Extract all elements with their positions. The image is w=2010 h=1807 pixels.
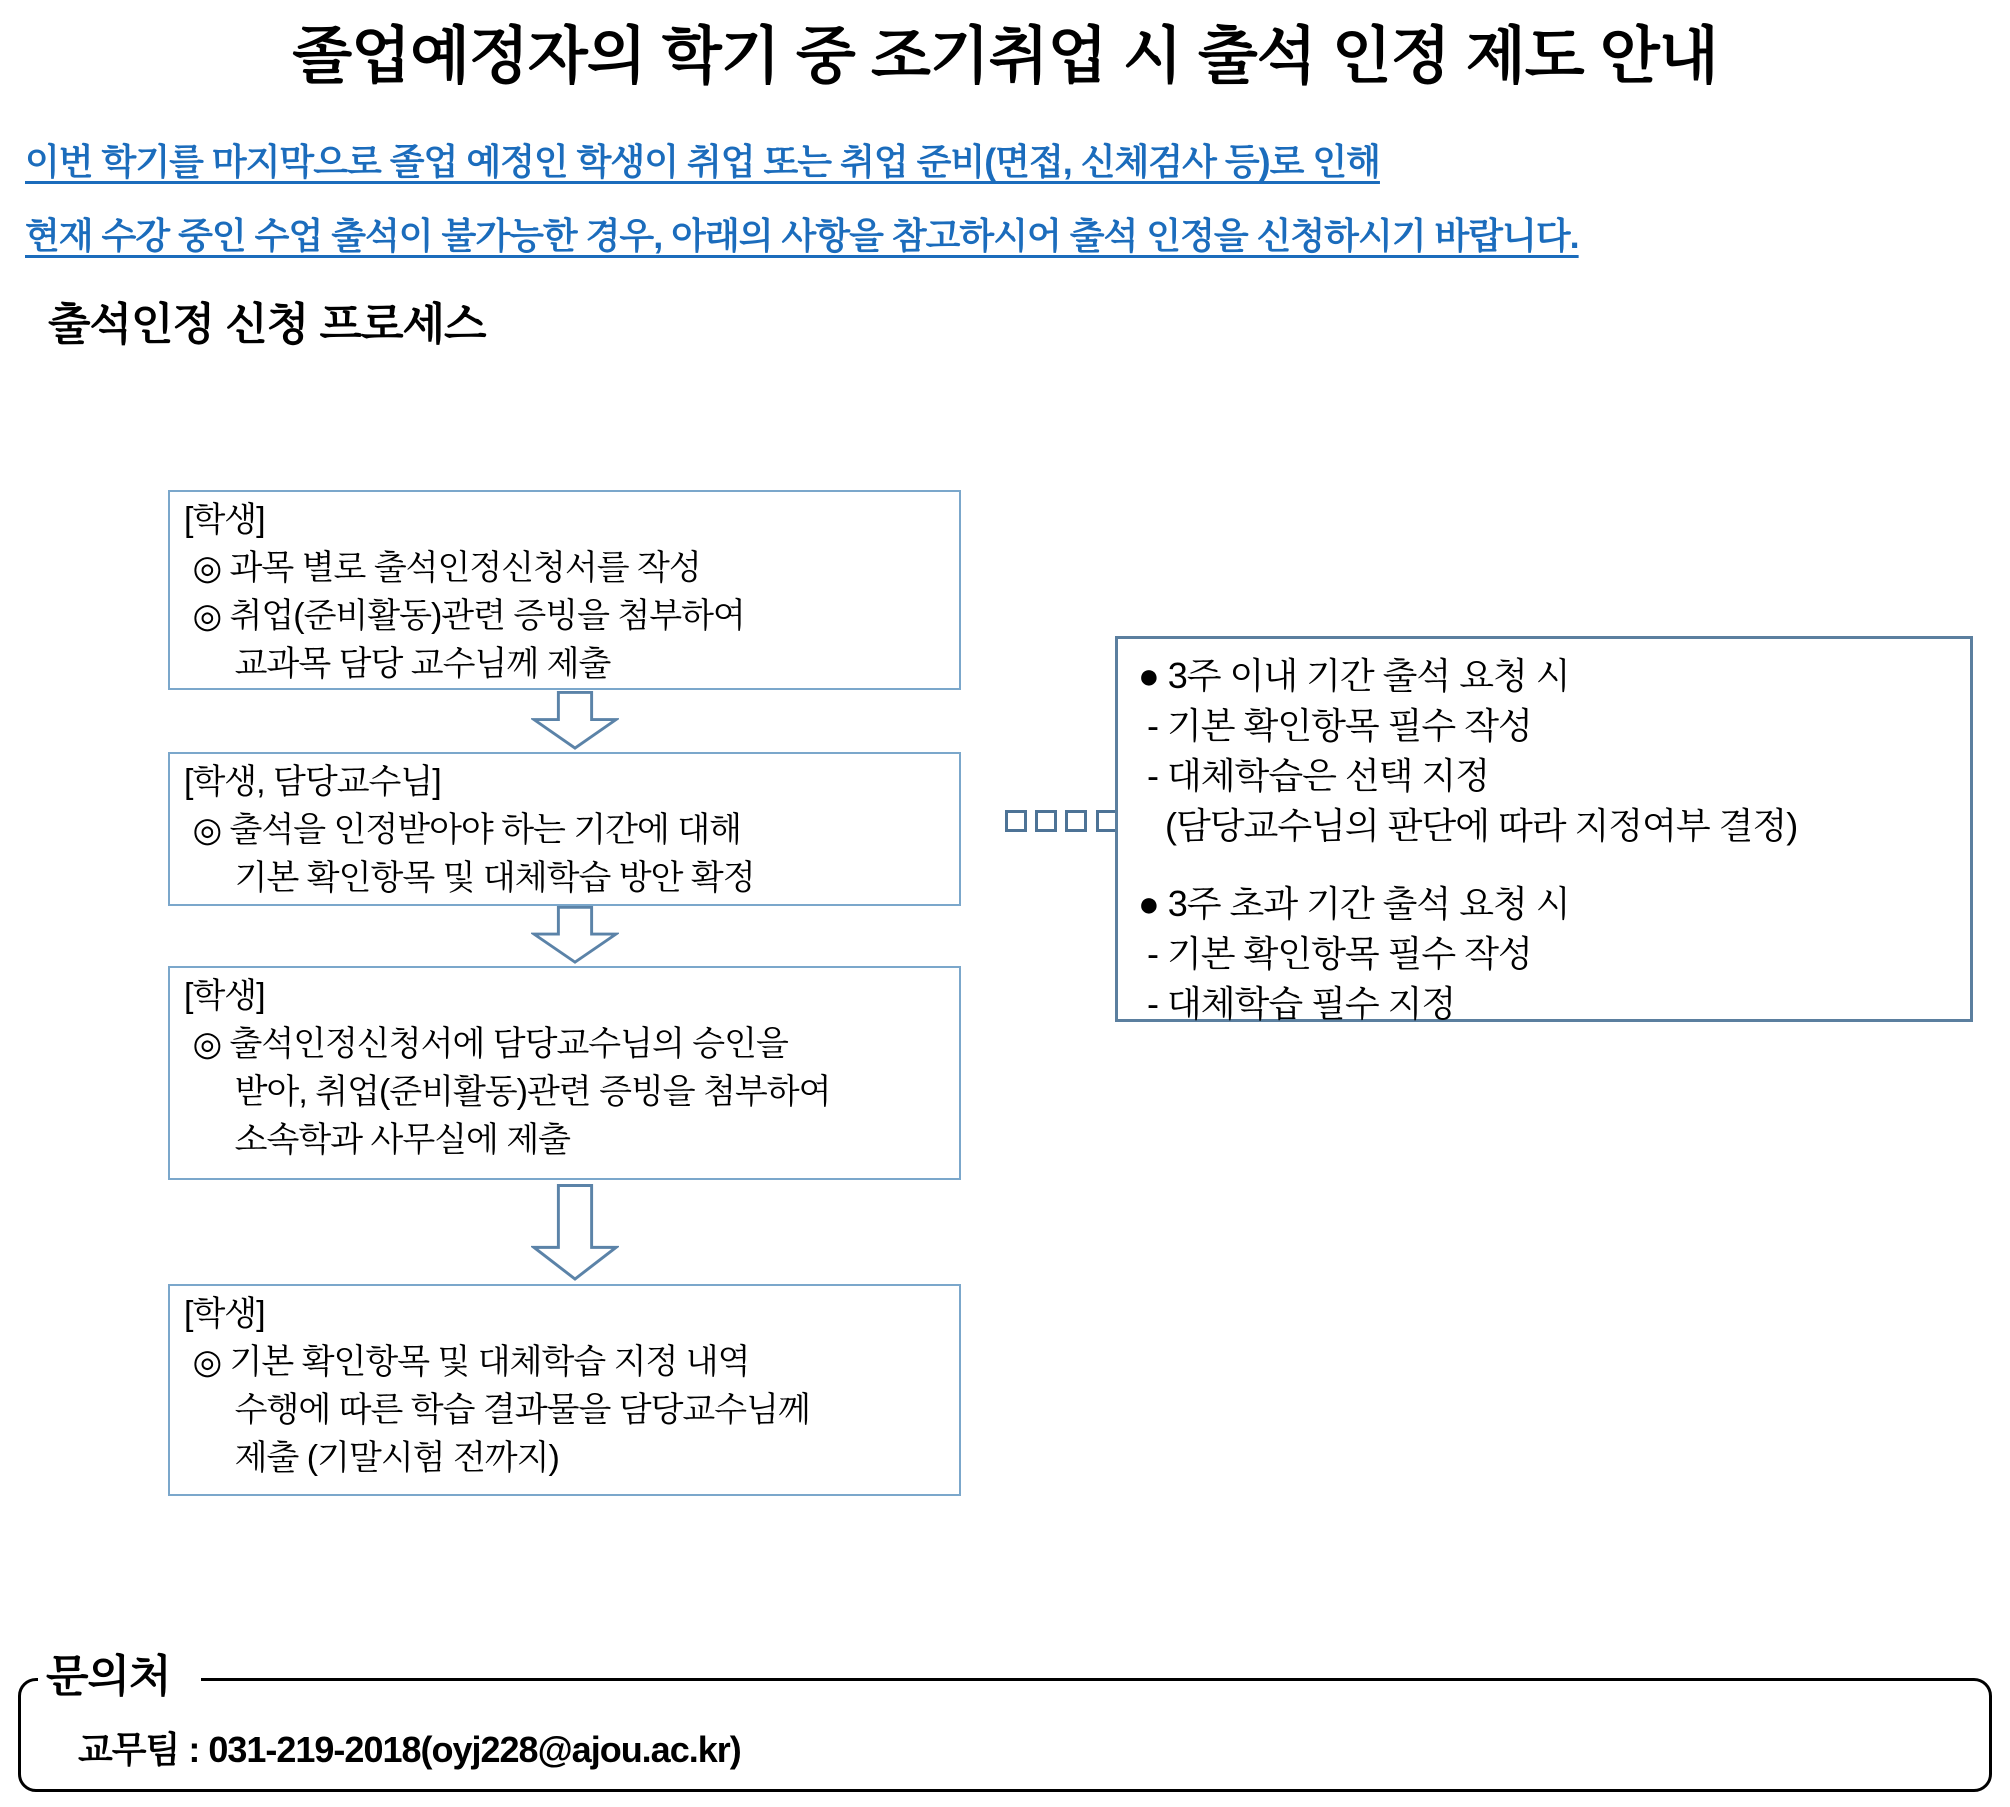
- flow-step-3-box: [168, 966, 961, 1180]
- side-note-text: - 대체학습 필수 지정: [1138, 983, 1456, 1024]
- step-text: ◎ 기본 확인항목 및 대체학습 지정 내역: [184, 1343, 750, 1381]
- step-text: 소속학과 사무실에 제출: [184, 1121, 571, 1159]
- step-actor: [학생]: [184, 501, 265, 539]
- side-note-text: ● 3주 이내 기간 출석 요청 시: [1138, 655, 1570, 696]
- flow-step-1-box: [168, 490, 961, 690]
- side-note-text: ● 3주 초과 기간 출석 요청 시: [1138, 883, 1570, 924]
- step-actor: [학생, 담당교수님]: [184, 763, 441, 801]
- connector-square-icon: [1005, 810, 1027, 832]
- side-note-text: (담당교수님의 판단에 따라 지정여부 결정): [1138, 805, 1798, 846]
- step-text: ◎ 과목 별로 출석인정신청서를 작성: [184, 549, 701, 587]
- connector-square-icon: [1035, 810, 1057, 832]
- side-note-box: [1115, 636, 1973, 1022]
- step-text: 기본 확인항목 및 대체학습 방안 확정: [184, 859, 755, 897]
- step-text: 제출 (기말시험 전까지): [184, 1439, 559, 1477]
- side-note-text: - 기본 확인항목 필수 작성: [1138, 933, 1532, 974]
- spacer: [1138, 851, 1950, 879]
- intro-line-2: 현재 수강 중인 수업 출석이 불가능한 경우, 아래의 사항을 참고하시어 출석 인정을 신청하시기 바랍니다.: [25, 215, 1579, 256]
- step-text: ◎ 출석을 인정받아야 하는 기간에 대해: [184, 811, 742, 849]
- flow-step-4-box: [168, 1284, 961, 1496]
- side-note-text: - 기본 확인항목 필수 작성: [1138, 705, 1532, 746]
- contact-detail: 교무팀 : 031-219-2018(oyj228@ajou.ac.kr): [78, 1729, 741, 1770]
- step-text: ◎ 출석인정신청서에 담당교수님의 승인을: [184, 1025, 788, 1063]
- step-text: 교과목 담당 교수님께 제출: [184, 645, 611, 683]
- intro-line-1: 이번 학기를 마지막으로 졸업 예정인 학생이 취업 또는 취업 준비(면접, 신체검사 등)로 인해: [25, 141, 1380, 182]
- down-arrow-icon: [531, 906, 619, 964]
- page-title: 졸업예정자의 학기 중 조기취업 시 출석 인정 제도 안내: [292, 22, 1718, 91]
- step-text: 받아, 취업(준비활동)관련 증빙을 첨부하여: [184, 1073, 831, 1111]
- down-arrow-icon: [531, 691, 619, 750]
- down-arrow-icon: [531, 1184, 619, 1281]
- step-actor: [학생]: [184, 1295, 265, 1333]
- side-note-text: - 대체학습은 선택 지정: [1138, 755, 1489, 796]
- connector-square-icon: [1065, 810, 1087, 832]
- contact-heading: 문의처: [38, 1640, 201, 1704]
- step-text: 수행에 따른 학습 결과물을 담당교수님께: [184, 1391, 810, 1429]
- step-text: ◎ 취업(준비활동)관련 증빙을 첨부하여: [184, 597, 745, 635]
- flow-step-2-box: [168, 752, 961, 906]
- process-section-heading: 출석인정 신청 프로세스: [48, 300, 486, 349]
- step-actor: [학생]: [184, 977, 265, 1015]
